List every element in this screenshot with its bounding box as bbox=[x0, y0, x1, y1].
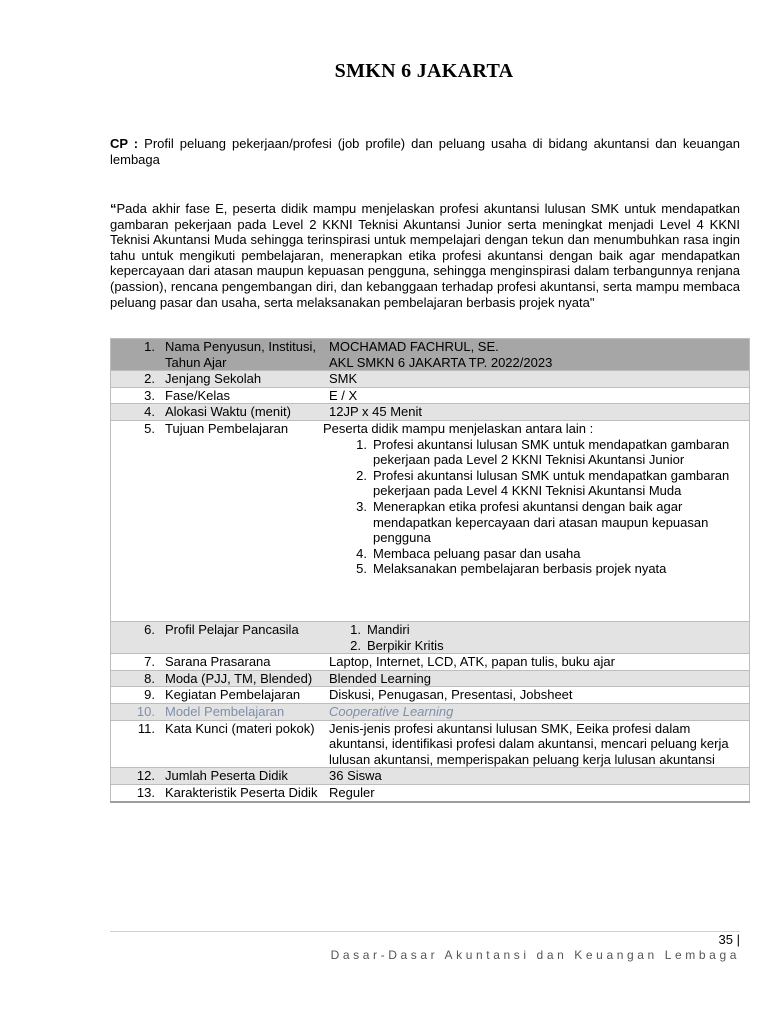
institution-year: AKL SMKN 6 JAKARTA TP. 2022/2023 bbox=[329, 354, 553, 370]
table-row bbox=[111, 670, 750, 687]
row-label: Karakteristik Peserta Didik bbox=[165, 784, 329, 801]
row-number: 6. bbox=[111, 621, 166, 653]
row-value: Laptop, Internet, LCD, ATK, papan tulis, buku ajar bbox=[329, 654, 750, 671]
table-row bbox=[111, 404, 750, 421]
row-label: Jenjang Sekolah bbox=[165, 371, 329, 388]
row-label: Jumlah Peserta Didik bbox=[165, 768, 329, 785]
row-value: Diskusi, Penugasan, Presentasi, Jobsheet bbox=[329, 687, 750, 704]
row-label: Moda (PJJ, TM, Blended) bbox=[165, 670, 329, 687]
page-title: SMKN 6 JAKARTA bbox=[334, 60, 514, 82]
row-value bbox=[329, 339, 750, 371]
objectives-intro: Peserta didik mampu menjelaskan antara lain : bbox=[323, 420, 594, 436]
row-value: 36 Siswa bbox=[329, 768, 750, 785]
author-name: MOCHAMAD FACHRUL, SE. bbox=[329, 339, 499, 354]
list-item: 1. Profesi akuntansi lulusan SMK untuk mendapatkan gambaran pekerjaan pada Level 2 KKNI Teknisi Akuntansi Junior bbox=[356, 436, 730, 468]
row-label: Kata Kunci (materi pokok) bbox=[165, 720, 329, 768]
table-row bbox=[111, 654, 750, 671]
row-value: SMK bbox=[329, 371, 750, 388]
row-label: Model Pembelajaran bbox=[165, 703, 329, 720]
table-row bbox=[111, 768, 750, 785]
table-row bbox=[111, 339, 750, 371]
row-number: 11. bbox=[111, 720, 166, 768]
row-label: Kegiatan Pembelajaran bbox=[165, 687, 329, 704]
row-value: Jenis-jenis profesi akuntansi lulusan SMK, Eeika profesi dalam akuntansi, identifikasi profesi dalam akuntansi, mencari peluang kerja lulusan akuntansi, memperispakan peluang kerja lulusan akuntansi bbox=[329, 720, 750, 768]
row-label: Alokasi Waktu (menit) bbox=[165, 404, 329, 421]
cp-label: CP : bbox=[110, 136, 139, 151]
cp-text: Profil peluang pekerjaan/profesi (job profile) dan peluang usaha di bidang akuntansi dan keuangan lembaga bbox=[110, 136, 741, 167]
row-value: E / X bbox=[329, 387, 750, 404]
row-number: 4. bbox=[111, 404, 166, 421]
row-number: 2. bbox=[111, 371, 166, 388]
list-item: 1. Mandiri bbox=[350, 621, 410, 637]
row-number: 9. bbox=[111, 687, 166, 704]
learning-outcome-text: Pada akhir fase E, peserta didik mampu menjelaskan profesi akuntansi lulusan SMK untuk mendapatkan gambaran pekerjaan pada Level 2 KKNI Teknisi Akuntansi Junior serta meningkat menjadi Level 4 KKNI Teknisi Akuntansi Muda sehingga terinspirasi untuk mempelajari dengan tekun dan menumbuhkan rasa ingin tahu untuk mengikuti pembelajaran, menerapkan etika profesi akuntansi dengan baik agar mendapatkan kepercayaan dari atasan maupun kepuasan pengguna, sehingga menginspirasi dalam terbangunnya renjana (passion), rencana pengembangan diri, dan kebanggaan terhadap profesi akuntansi, serta mampu membaca peluang pasar dan usaha, serta melaksanakan pembelajaran berbasis projek nyata" bbox=[110, 201, 740, 310]
row-label: Sarana Prasarana bbox=[165, 654, 329, 671]
row-value: Blended Learning bbox=[329, 670, 750, 687]
footer-divider bbox=[110, 931, 740, 932]
table-row bbox=[111, 420, 750, 621]
table-row bbox=[111, 387, 750, 404]
row-number: 12. bbox=[111, 768, 166, 785]
module-info-table bbox=[110, 338, 750, 803]
row-number: 7. bbox=[111, 654, 166, 671]
row-number: 3. bbox=[111, 387, 166, 404]
objectives-list bbox=[329, 437, 749, 577]
page-number: 35 | bbox=[718, 932, 740, 947]
row-number: 10. bbox=[111, 703, 166, 720]
table-row bbox=[111, 687, 750, 704]
row-number: 8. bbox=[111, 670, 166, 687]
quote-mark: “ bbox=[110, 201, 117, 216]
list-item: 3. Menerapkan etika profesi akuntansi dengan baik agar mendapatkan kepercayaan dari atasan maupun kepuasan pengguna bbox=[356, 498, 709, 546]
row-number: 1. bbox=[111, 339, 166, 371]
list-item: 5. Melaksanakan pembelajaran berbasis projek nyata bbox=[356, 561, 667, 577]
row-value bbox=[323, 420, 750, 621]
row-value: Cooperative Learning bbox=[329, 703, 750, 720]
list-item: 2. Profesi akuntansi lulusan SMK untuk mendapatkan gambaran pekerjaan pada Level 4 KKNI Teknisi Akuntansi Muda bbox=[356, 467, 730, 499]
row-label: Fase/Kelas bbox=[165, 387, 329, 404]
row-number: 13. bbox=[111, 784, 166, 801]
profile-list bbox=[329, 622, 749, 653]
row-number: 5. bbox=[111, 420, 166, 621]
table-row bbox=[111, 371, 750, 388]
table-row bbox=[111, 720, 750, 768]
row-value bbox=[329, 621, 750, 653]
table-row bbox=[111, 703, 750, 720]
footer-subject: Dasar-Dasar Akuntansi dan Keuangan Lembaga bbox=[330, 948, 740, 962]
table-row bbox=[111, 784, 750, 801]
table-row bbox=[111, 621, 750, 653]
row-label: Profil Pelajar Pancasila bbox=[165, 621, 329, 653]
row-label: Nama Penyusun, Institusi, Tahun Ajar bbox=[165, 339, 329, 371]
cp-paragraph bbox=[110, 136, 740, 168]
row-value: 12JP x 45 Menit bbox=[329, 404, 750, 421]
row-label: Tujuan Pembelajaran bbox=[165, 420, 329, 621]
list-item: 4. Membaca peluang pasar dan usaha bbox=[356, 545, 581, 561]
list-item: 2. Berpikir Kritis bbox=[350, 637, 444, 653]
row-value: Reguler bbox=[329, 784, 750, 801]
learning-outcome-paragraph bbox=[110, 201, 740, 310]
